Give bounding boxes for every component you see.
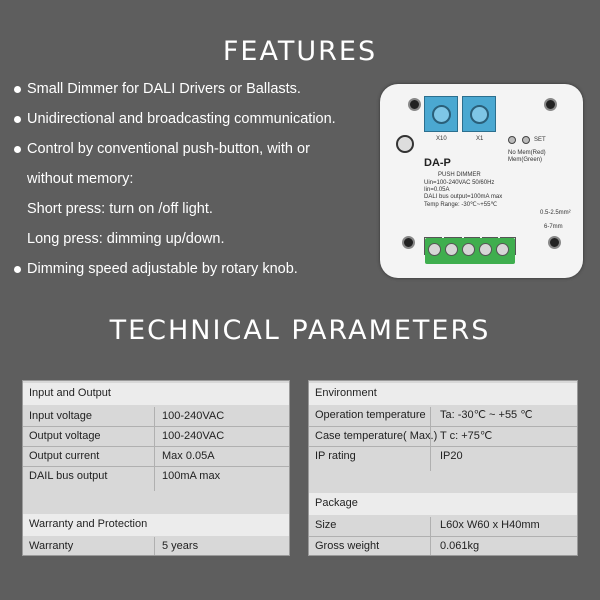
rotary-knob-x1 — [462, 96, 496, 132]
bullet-icon — [14, 266, 21, 273]
mount-hole-icon — [402, 236, 415, 249]
dimmer-device-image — [380, 84, 583, 278]
features-title: FEATURES — [222, 36, 378, 67]
feature-text: Dimming speed adjustable by rotary knob. — [27, 261, 298, 277]
device-spec: Temp Range: -30℃~+55℃ — [424, 202, 498, 208]
environment-header: Environment — [309, 383, 577, 405]
package-label: Size — [315, 519, 337, 531]
package-label: Gross weight — [315, 540, 380, 552]
bullet-icon — [14, 86, 21, 93]
feature-text: Unidirectional and broadcasting communication. — [27, 111, 336, 127]
screw-icon — [496, 243, 509, 256]
rotary-knob-x10 — [424, 96, 458, 132]
package-header: Package — [309, 493, 577, 515]
env-label: Operation temperature — [315, 409, 426, 421]
dial-icon — [396, 135, 414, 153]
feature-item-short-press: Short press: turn on /off light. — [27, 201, 213, 217]
mount-hole-icon — [408, 98, 421, 111]
env-value: Ta: -30℃ ~ +55 ℃ — [440, 409, 533, 421]
device-spec: DALI bus output=100mA max — [424, 194, 503, 200]
wire-spec: 0.5-2.5mm² — [540, 210, 571, 216]
io-value: 100-240VAC — [162, 430, 225, 442]
column-divider — [154, 537, 155, 555]
screw-icon — [445, 243, 458, 256]
env-value: T c: +75℃ — [440, 430, 493, 442]
mount-hole-icon — [544, 98, 557, 111]
mount-hole-icon — [548, 236, 561, 249]
feature-item — [14, 141, 310, 157]
led-icon — [508, 136, 516, 144]
io-value: 100mA max — [162, 470, 221, 482]
io-label: Output voltage — [29, 430, 101, 442]
feature-text: Control by conventional push-button, with or — [27, 141, 310, 157]
env-value: IP20 — [440, 450, 463, 462]
memory-label-green: Mem(Green) — [508, 157, 543, 163]
io-value: 100-240VAC — [162, 410, 225, 422]
feature-item-long-press: Long press: dimming up/down. — [27, 231, 225, 247]
screw-icon — [428, 243, 441, 256]
warranty-label: Warranty — [29, 540, 74, 552]
package-value: L60x W60 x H40mm — [440, 519, 540, 531]
memory-label-red: No Mem(Red) — [508, 150, 546, 156]
io-label: DAIL bus output — [29, 470, 108, 482]
screw-icon — [479, 243, 492, 256]
bullet-icon — [14, 146, 21, 153]
right-parameters-panel — [308, 380, 578, 556]
screw-icon — [462, 243, 475, 256]
feature-item — [14, 111, 336, 127]
left-parameters-panel — [22, 380, 290, 556]
column-divider — [154, 407, 155, 491]
model-label: DA-P — [424, 157, 451, 169]
set-button-icon — [522, 136, 530, 144]
feature-item — [14, 81, 301, 97]
warranty-value: 5 years — [162, 540, 199, 552]
wire-strip-spec: 6-7mm — [544, 224, 563, 230]
feature-item — [14, 261, 298, 277]
io-label: Input voltage — [29, 410, 92, 422]
terminal-block — [425, 238, 515, 264]
package-value: 0.061kg — [440, 540, 480, 552]
env-label: IP rating — [315, 450, 356, 462]
feature-item-continued: without memory: — [27, 171, 134, 187]
env-label: Case temperature( Max.) — [315, 430, 438, 442]
bullet-icon — [14, 116, 21, 123]
device-subtitle: PUSH DIMMER — [438, 172, 481, 178]
set-label: SET — [534, 137, 546, 143]
knob-label-x10: X10 — [436, 136, 447, 142]
warranty-header: Warranty and Protection — [23, 514, 289, 536]
io-header: Input and Output — [23, 383, 289, 405]
knob-label-x1: X1 — [476, 136, 484, 142]
feature-text: Small Dimmer for DALI Drivers or Ballasts. — [27, 81, 301, 97]
io-value: Max 0.05A — [162, 450, 215, 462]
io-label: Output current — [29, 450, 100, 462]
device-spec: Iin=0.05A — [424, 187, 450, 193]
technical-parameters-title: TECHNICAL PARAMETERS — [109, 315, 491, 346]
device-spec: Uin=100-240VAC 50/60Hz — [424, 180, 495, 186]
